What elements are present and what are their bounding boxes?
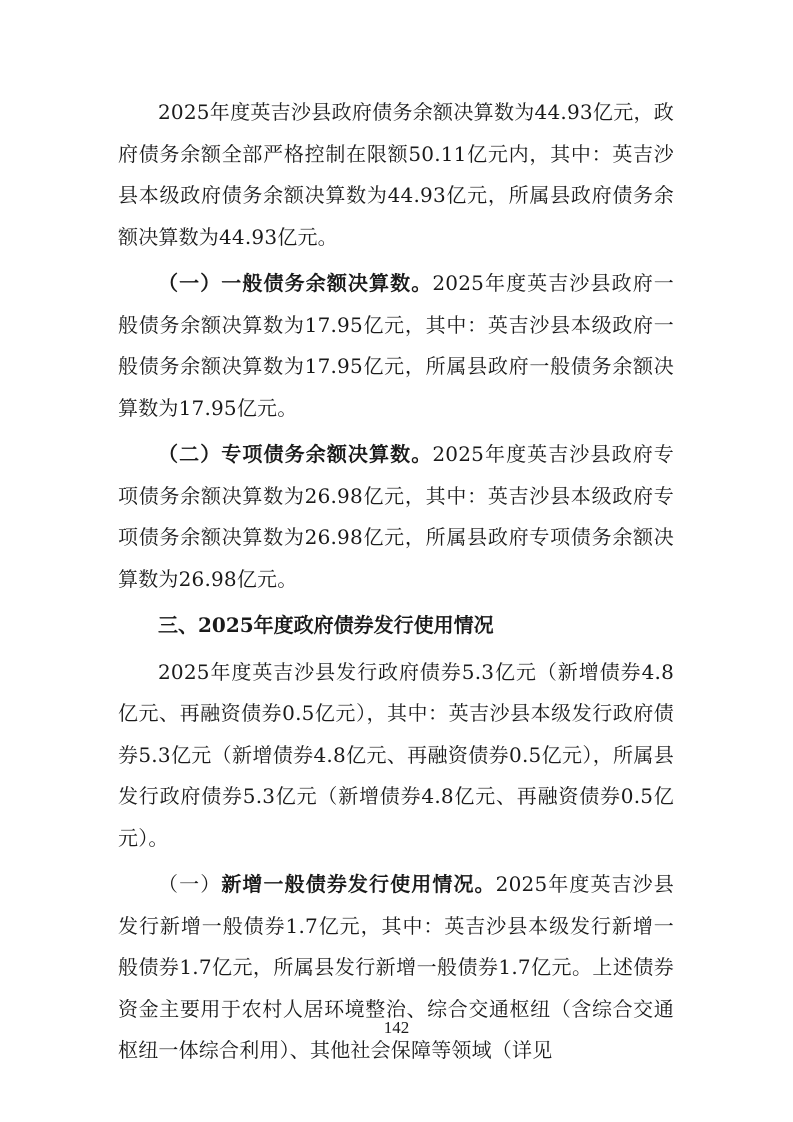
section-prefix-new-general-bond: （一） bbox=[158, 872, 222, 896]
paragraph-special-debt-balance bbox=[118, 434, 674, 600]
section-lead-special-debt: （二）专项债务余额决算数。 bbox=[158, 442, 433, 466]
section-body-special-debt: 2025年度英吉沙县政府专项债务余额决算数为26.98亿元，其中：英吉沙县本级政府专项债务余额决算数为26.98亿元，所属县政府专项债务余额决算数为26.98亿元。 bbox=[118, 442, 674, 591]
section-lead-new-general-bond: 新增一般债券发行使用情况。 bbox=[221, 872, 496, 896]
paragraph-bond-issuance: 2025年度英吉沙县发行政府债券5.3亿元（新增债券4.8亿元、再融资债券0.5亿元），其中：英吉沙县本级发行政府债券5.3亿元（新增债券4.8亿元、再融资债券0.5亿元），所属县发行政府债券5.3亿元（新增债券4.8亿元、再融资债券0.5亿元）。 bbox=[118, 659, 674, 850]
section-heading-bond-issuance: 三、2025年度政府债券发行使用情况 bbox=[158, 613, 494, 637]
paragraph-general-debt-balance bbox=[118, 263, 674, 429]
document-body bbox=[118, 92, 674, 1077]
page-number: 142 bbox=[383, 1018, 410, 1037]
section-body-new-general-bond: 2025年度英吉沙县发行新增一般债券1.7亿元，其中：英吉沙县本级发行新增一般债券1.7亿元，所属县发行新增一般债券1.7亿元。上述债券资金主要用于农村人居环境整治、综合交通枢纽（含综合交通枢纽一体综合利用）、其他社会保障等领域（详见 bbox=[118, 872, 674, 1062]
paragraph-new-general-bond bbox=[118, 864, 674, 1072]
paragraph-debt-balance-total: 2025年度英吉沙县政府债务余额决算数为44.93亿元，政府债务余额全部严格控制在限额50.11亿元内，其中：英吉沙县本级政府债务余额决算数为44.93亿元，所属县政府债务余额决算数为44.93亿元。 bbox=[118, 100, 674, 249]
section-body-general-debt: 2025年度英吉沙县政府一般债务余额决算数为17.95亿元，其中：英吉沙县本级政府一般债务余额决算数为17.95亿元，所属县政府一般债务余额决算数为17.95亿元。 bbox=[118, 271, 674, 420]
section-lead-general-debt: （一）一般债务余额决算数。 bbox=[158, 271, 433, 295]
